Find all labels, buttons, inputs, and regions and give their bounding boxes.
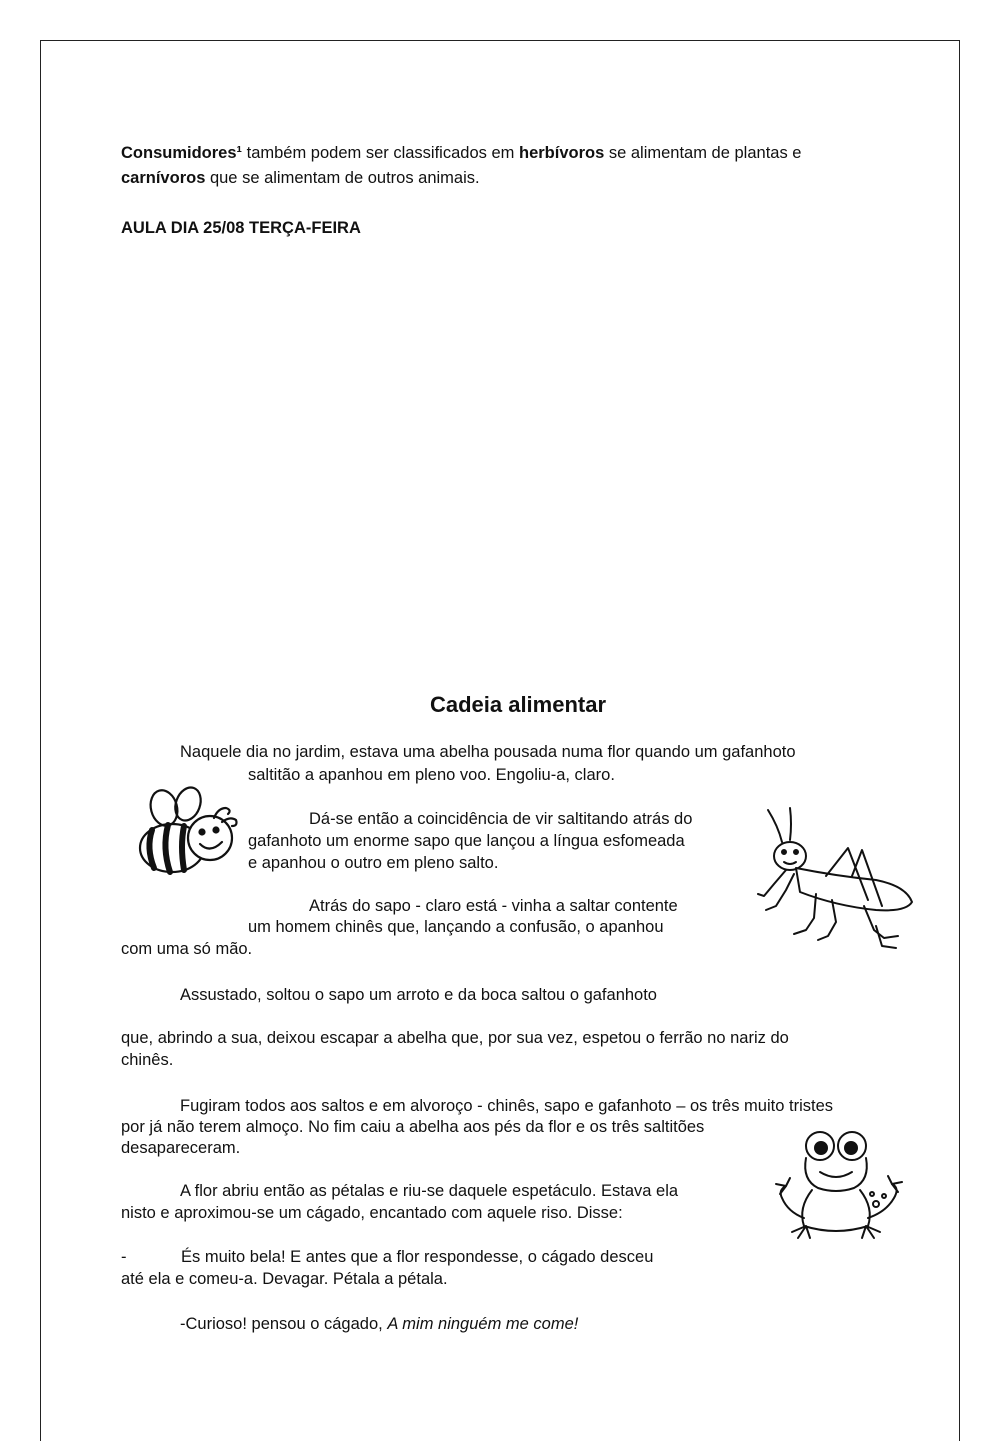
story-line: por já não terem almoço. No fim caiu a abelha aos pés da flor e os três saltitões	[121, 1118, 705, 1136]
story-line: Atrás do sapo - claro está - vinha a saltar contente	[309, 897, 678, 915]
story-line: um homem chinês que, lançando a confusão, o apanhou	[248, 918, 664, 936]
story-line: Assustado, soltou o sapo um arroto e da boca saltou o gafanhoto	[180, 986, 657, 1004]
intro-text-a: também podem ser classificados em	[242, 144, 519, 162]
footnote-mark: ¹	[236, 144, 243, 162]
dialogue-dash: -	[121, 1248, 127, 1266]
herbivores-term: herbívoros	[518, 144, 605, 162]
story-line: que, abrindo a sua, deixou escapar a abelha que, por sua vez, espetou o ferrão no nariz do	[121, 1029, 789, 1047]
story-line: gafanhoto um enorme sapo que lançou a língua esfomeada	[248, 832, 685, 850]
story-line: com uma só mão.	[121, 940, 253, 958]
story-line: e apanhou o outro em pleno salto.	[248, 854, 499, 872]
story-line: Fugiram todos aos saltos e em alvoroço - chinês, sapo e gafanhoto – os três muito tristes	[180, 1097, 833, 1115]
story-line: A flor abriu então as pétalas e riu-se daquele espetáculo. Estava ela	[180, 1182, 679, 1200]
frog-icon	[772, 1128, 910, 1240]
story-line: Dá-se então a coincidência de vir saltitando atrás do	[309, 810, 693, 828]
story-line: És muito bela! E antes que a flor respondesse, o cágado desceu	[181, 1248, 654, 1266]
story-line-final	[180, 1314, 578, 1335]
story-line: nisto e aproximou-se um cágado, encantado com aquele riso. Disse:	[121, 1204, 623, 1222]
grasshopper-icon	[756, 806, 918, 954]
story-line: chinês.	[121, 1051, 174, 1069]
final-italic-text: A mim ninguém me come!	[387, 1315, 579, 1333]
story-line: desapareceram.	[121, 1139, 241, 1157]
story-line: até ela e comeu-a. Devagar. Pétala a pétala.	[121, 1270, 448, 1288]
carnivores-term: carnívoros	[121, 169, 206, 187]
intro-text-b: se alimentam de plantas e	[604, 144, 802, 162]
story-line: Naquele dia no jardim, estava uma abelha pousada numa flor quando um gafanhoto	[180, 743, 796, 761]
bee-icon	[132, 782, 240, 880]
intro-text-c: que se alimentam de outros animais.	[205, 169, 480, 187]
intro-line-2	[121, 168, 480, 189]
consumers-term: Consumidores	[121, 144, 237, 162]
intro-line-1	[121, 143, 801, 164]
final-text: -Curioso! pensou o cágado,	[180, 1315, 388, 1333]
story-title: Cadeia alimentar	[429, 692, 607, 717]
story-line: saltitão a apanhou em pleno voo. Engoliu-a, claro.	[248, 766, 615, 784]
lesson-heading: AULA DIA 25/08 TERÇA-FEIRA	[121, 219, 361, 237]
